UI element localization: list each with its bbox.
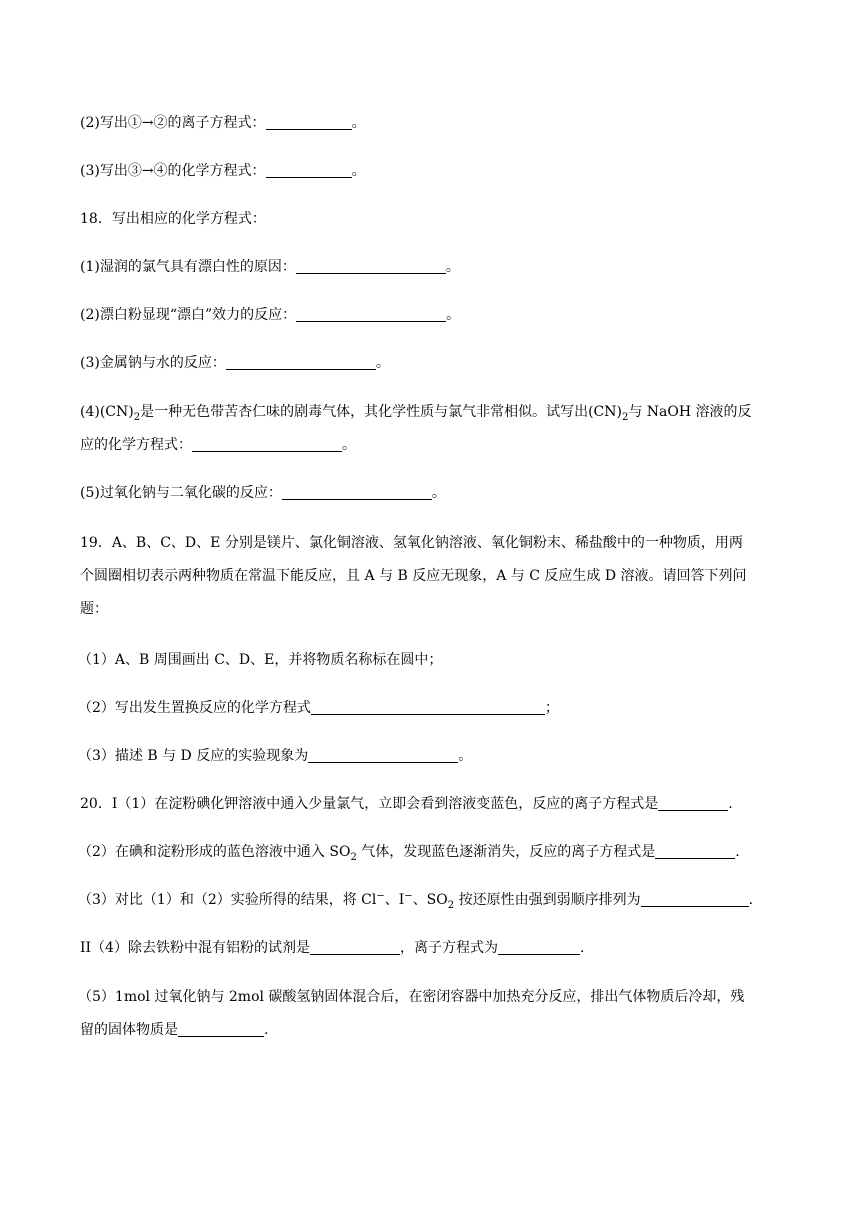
- q18-part1: (1)湿润的氯气具有漂白性的原因： 。: [80, 259, 460, 275]
- answer-blank[interactable]: [311, 700, 545, 715]
- q18-part3: (3)金属钠与水的反应： 。: [80, 355, 390, 371]
- q19-line3: 题：: [80, 601, 108, 617]
- answer-blank[interactable]: [310, 940, 400, 955]
- q19-part1: （1）A、B 周围画出 C、D、E，并将物质名称标在圆中；: [78, 652, 443, 668]
- q18-part4-line2: 应的化学方程式： 。: [80, 437, 356, 453]
- answer-blank[interactable]: [641, 892, 749, 907]
- answer-blank[interactable]: [226, 355, 376, 370]
- q19-line2: 个圆圈相切表示两种物质在常温下能反应，且 A 与 B 反应无现象，A 与 C 反应生成 D 溶液。请回答下列问: [80, 568, 747, 584]
- answer-blank[interactable]: [658, 796, 728, 811]
- q18-part4-line1: $(4)(CN)_2$是一种无色带苦杏仁味的剧毒气体，其化学性质与氯气非常相似。试写出$(CN)_2$与 NaOH 溶液的反: [80, 404, 752, 423]
- q20-part3: （3）对比（1）和（2）实验所得的结果，将 Cl−、I−、$SO_2$ 按还原性由强到弱顺序排列为 .: [78, 890, 754, 911]
- q17-part2-text: (2)写出①→②的离子方程式：: [80, 115, 266, 131]
- q17-part3: (3)写出③→④的化学方程式： 。: [80, 163, 366, 179]
- q19-part2: （2）写出发生置换反应的化学方程式 ；: [78, 700, 559, 716]
- q18-part2: (2)漂白粉显现“漂白”效力的反应： 。: [80, 307, 461, 323]
- answer-blank[interactable]: [266, 115, 352, 130]
- answer-blank[interactable]: [282, 485, 432, 500]
- q20-part2: （2）在碘和淀粉形成的蓝色溶液中通入 $SO_2$ 气体，发现蓝色逐渐消失，反应的离子方程式是 .: [78, 844, 740, 863]
- q19-line1: 19．A、B、C、D、E 分别是镁片、氯化铜溶液、氢氧化钠溶液、氧化铜粉末、稀盐酸中的一种物质，用两: [80, 535, 743, 551]
- answer-blank[interactable]: [192, 437, 342, 452]
- answer-blank[interactable]: [296, 259, 446, 274]
- q20-part5-line1: （5）1mol 过氧化钠与 2mol 碳酸氢钠固体混合后，在密闭容器中加热充分反应，排出气体物质后冷却，残: [78, 989, 745, 1005]
- q20-part4: II（4）除去铁粉中混有铝粉的试剂是 ，离子方程式为 .: [80, 940, 585, 956]
- q18-title: 18．写出相应的化学方程式：: [80, 211, 266, 227]
- answer-blank[interactable]: [296, 307, 446, 322]
- q17-part2: (2)写出①→②的离子方程式： 。: [80, 115, 366, 131]
- q19-part3: （3）描述 B 与 D 反应的实验现象为 。: [78, 748, 473, 764]
- q17-part3-text: (3)写出③→④的化学方程式：: [80, 163, 266, 179]
- answer-blank[interactable]: [308, 748, 458, 763]
- q20-part1: 20．I（1）在淀粉碘化钾溶液中通入少量氯气，立即会看到溶液变蓝色，反应的离子方程式是 .: [80, 796, 733, 812]
- answer-blank[interactable]: [266, 163, 352, 178]
- q20-part5-line2: 留的固体物质是 .: [80, 1022, 269, 1038]
- answer-blank[interactable]: [498, 940, 580, 955]
- answer-blank[interactable]: [178, 1022, 264, 1037]
- q18-part5: (5)过氧化钠与二氧化碳的反应： 。: [80, 485, 446, 501]
- answer-blank[interactable]: [655, 844, 735, 859]
